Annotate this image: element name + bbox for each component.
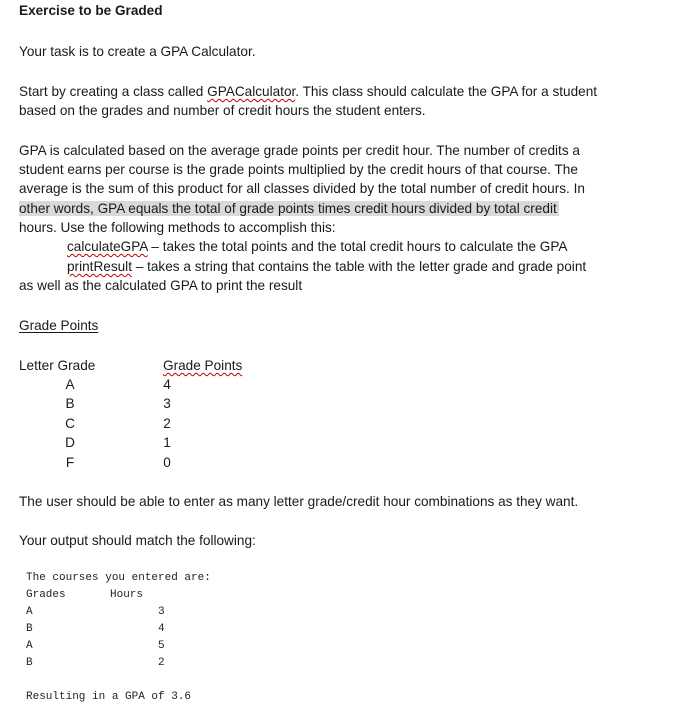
method-desc: – takes the total points and the total credit hours to calculate the GPA xyxy=(147,239,568,254)
console-hours: 3 xyxy=(158,606,165,618)
console-hours: 4 xyxy=(158,623,165,635)
console-col-grades: Grades xyxy=(26,589,66,601)
console-grade: B xyxy=(26,623,33,635)
highlighted-text: other words, GPA equals the total of grade points times credit hours divided by total credit xyxy=(19,201,557,216)
console-col-hours: Hours xyxy=(110,589,144,601)
letter-grade-header: Letter Grade xyxy=(19,358,96,373)
grade-points-cell: 1 xyxy=(163,435,171,450)
grade-points-cell: 4 xyxy=(163,377,171,392)
gpa-paragraph-line-5: hours. Use the following methods to accomplish this: xyxy=(19,220,336,235)
letter-grade-cell: F xyxy=(65,455,75,470)
letter-grade-cell: D xyxy=(65,435,75,450)
console-grade: A xyxy=(26,640,33,652)
class-paragraph-line-1 xyxy=(19,82,597,102)
method-item xyxy=(67,257,586,277)
console-grade: B xyxy=(26,657,33,669)
method-desc: – takes a string that contains the table with the letter grade and grade point xyxy=(131,259,587,274)
gpa-paragraph-line-3: average is the sum of this product for all classes divided by the total number of credit hours. In xyxy=(19,181,585,196)
output-intro: Your output should match the following: xyxy=(19,533,256,548)
document-title: Exercise to be Graded xyxy=(19,3,163,18)
console-hours: 5 xyxy=(158,640,165,652)
method-item xyxy=(67,237,568,257)
letter-grade-cell: A xyxy=(65,377,75,392)
class-paragraph-post: . This class should calculate the GPA for a student xyxy=(295,84,598,99)
grade-points-cell: 0 xyxy=(163,455,171,470)
console-result: Resulting in a GPA of 3.6 xyxy=(26,691,192,703)
instruction-paragraph: The user should be able to enter as many letter grade/credit hour combinations as they want. xyxy=(19,494,579,509)
class-paragraph-line-2: based on the grades and number of credit hours the student enters. xyxy=(19,103,426,118)
grade-points-heading: Grade Points xyxy=(19,318,99,333)
gpa-paragraph-line-4 xyxy=(19,199,559,219)
letter-grade-cell: B xyxy=(65,396,75,411)
gpa-paragraph-line-2: student earns per course is the grade points multiplied by the credit hours of that course. The xyxy=(19,162,578,177)
grade-points-header: Grade Points xyxy=(163,358,243,373)
method-name: calculateGPA xyxy=(67,239,148,254)
method-name: printResult xyxy=(67,259,132,274)
console-heading: The courses you entered are: xyxy=(26,572,211,584)
methods-continuation: as well as the calculated GPA to print the result xyxy=(19,278,303,293)
letter-grade-cell: C xyxy=(65,416,75,431)
intro-paragraph: Your task is to create a GPA Calculator. xyxy=(19,44,256,59)
grade-points-cell: 2 xyxy=(163,416,171,431)
class-name: GPACalculator xyxy=(207,84,296,99)
class-paragraph-pre: Start by creating a class called xyxy=(19,84,208,99)
grade-points-cell: 3 xyxy=(163,396,171,411)
console-grade: A xyxy=(26,606,33,618)
console-hours: 2 xyxy=(158,657,165,669)
gpa-paragraph-line-1: GPA is calculated based on the average grade points per credit hour. The number of credits a xyxy=(19,143,580,158)
